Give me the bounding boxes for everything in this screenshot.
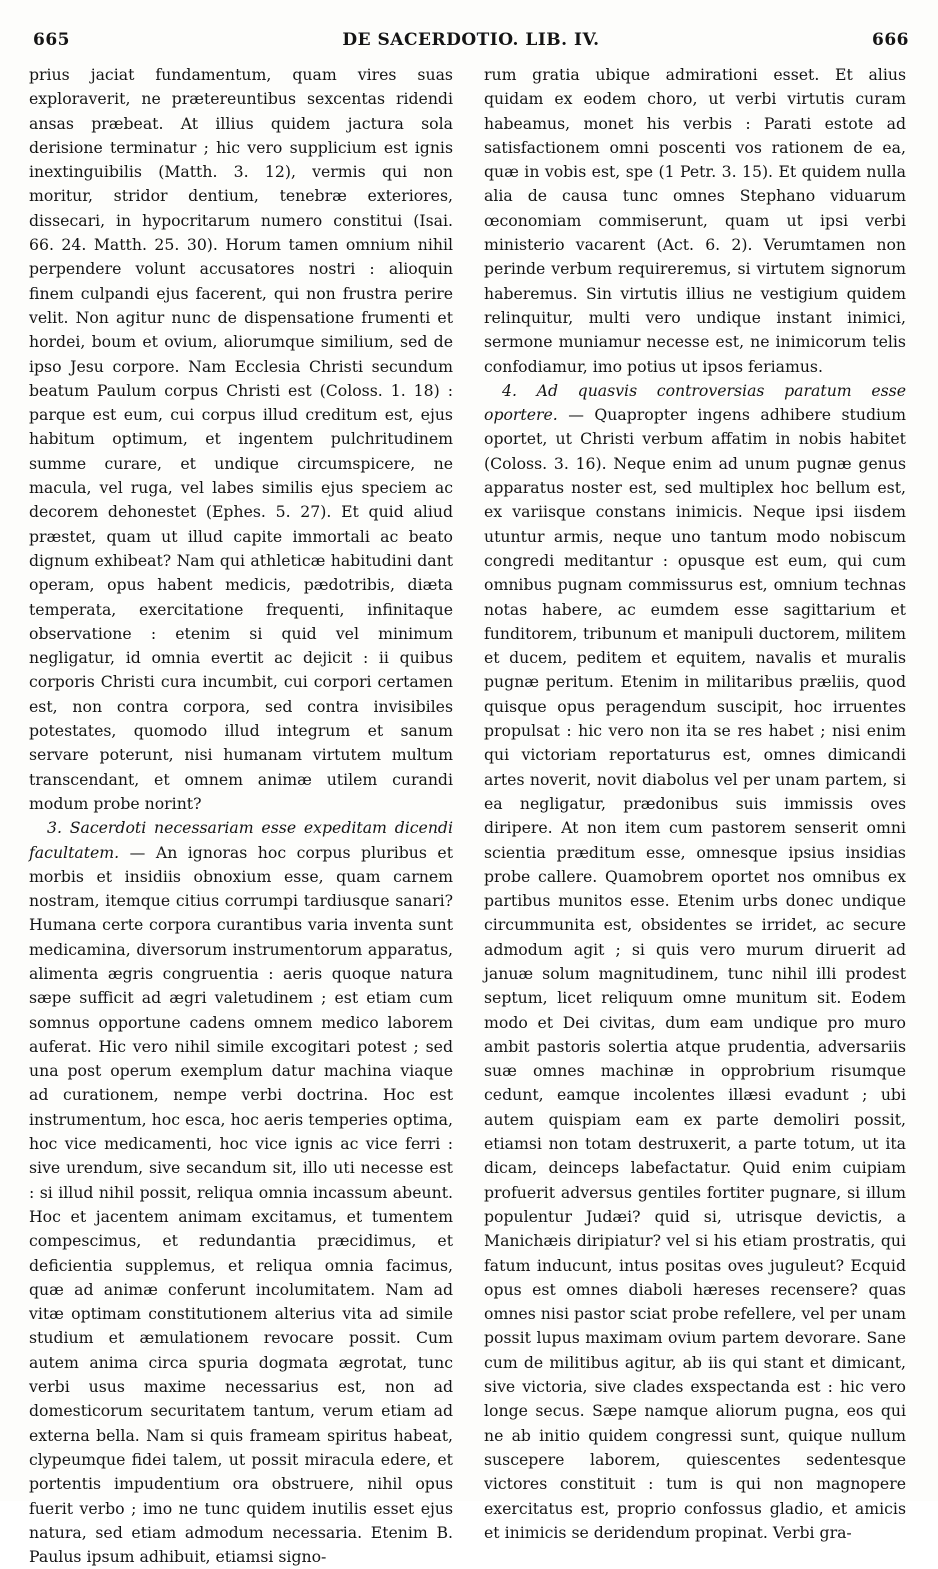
left-column [29, 63, 453, 1569]
running-title: DE SACERDOTIO. LIB. IV. [342, 30, 600, 50]
section-3-body: — An ignoras hoc corpus pluribus et morbis et insidiis obnoxium esse, quam carnem nostram, itemque citius corrumpi tardiusque sanari? Humana certe corpora curantibus varia inventa sunt medicamina, diversorum instrumentorum apparatus, alimenta ægris congruentia : aeris quoque natura sæpe sufficit ad ægri valetudinem ; est etiam cum somnus opportune cadens omnem medico laborem auferat. Hic vero nihil simile excogitari potest ; sed una post operum exemplum datur machina viaque ad curationem, nempe verbi doctrina. Hoc est instrumentum, hoc esca, hoc aeris temperies optima, hoc vice medicamenti, hoc vice ignis ac vice ferri : sive urendum, sive secandum sit, illo uti necesse est : si illud nihil possit, reliqua omnia incassum abeunt. Hoc et jacentem animam excitamus, et tumentem compescimus, et redundantia præcidimus, et deficientia supplemus, et reliqua omnia facimus, quæ ad animæ conferunt incolumitatem. Nam ad vitæ optimam constitutionem alterius vita ad simile studium et æmulationem revocare possit. Cum autem anima circa spuria dogmata ægrotat, tunc verbi usus maxime necessarius est, non ad domesticorum securitatem tantum, verum etiam ad externa bella. Nam si quis frameam spiritus habeat, clypeumque fidei talem, ut possit miracula edere, et portentis impudentium ora obstruere, nihil opus fuerit verbo ; imo ne tunc quidem inutilis esset ejus natura, sed etiam admodum necessaria. Etenim B. Paulus ipsum adhibuit, etiamsi signo- [29, 842, 453, 1567]
section-4-body: — Quapropter ingens adhibere studium oportet, ut Christi verbum affatim in nobis habitet (Coloss. 3. 16). Neque enim ad unum pugnæ genus apparatus noster est, sed multiplex hoc bellum est, ex variisque constans inimicis. Neque ipsi iisdem utuntur armis, neque uno tantum modo nobiscum congredi meditantur : opusque est eum, qui cum omnibus pugnam commissurus est, omnium technas notas habere, ac eumdem esse sagittarium et funditorem, tribunum et manipuli ductorem, militem et ducem, peditem et equitem, navalis et muralis pugnæ peritum. Etenim in militaribus præliis, quod quisque opus peragendum suscipit, hoc irruentes propulsat : hic vero non ita se res habet ; nisi enim qui victoriam reportaturus est, omnes dimicandi artes noverit, novit diabolus vel per unam partem, si ea negligatur, prædonibus suis immissis oves diripere. At non item cum pastorem senserit omni scientia præditum esse, omnesque ipsius insidias probe callere. Quamobrem oportet nos omnibus ex partibus munitos esse. Etenim urbs donec undique circummunita est, obsidentes se irridet, ac secure admodum agit ; si quis vero murum diruerit ad januæ solum magnitudinem, tunc nihil illi prodest septum, licet reliquum omne munitum sit. Eodem modo et Dei civitas, dum eam undique pro muro ambit pastoris solertia atque prudentia, adversariis suæ omnes machinæ in opprobrium risumque cedunt, eamque incolentes illæsi evadunt ; ubi autem quispiam eam ex parte demoliri possit, etiamsi non totam destruxerit, a parte totum, ut ita dicam, deinceps labefactatur. Quid enim cuipiam profuerit adversus gentiles fortiter pugnare, si illum populentur Judæi? quid si, utrisque devictis, a Manichæis diripiatur? vel si his etiam prostratis, qui fatum inducunt, intus positas oves juguleut? Ecquid opus est omnes diaboli hæreses recensere? quas omnes nisi pastor sciat probe refellere, vel per unam possit lupus maximam ovium partem devorare. Sane cum de militibus agitur, ab iis qui stant et dimicant, sive victoria, sive clades exspectanda est : hic vero longe secus. Sæpe namque aliorum pugna, eos qui ne ab initio quidem congressi sunt, quique nullum suscepere laborem, quiescentes sedentesque victores constituit : tum is qui non magnopere exercitatus est, proprio confossus gladio, et amicis et inimicis se deridendum propinat. Verbi gra- [484, 405, 906, 1542]
page-number-right: 666 [872, 30, 909, 50]
running-header [33, 30, 909, 58]
section-4-heading: 4. Ad quasvis controversias paratum esse oportere. [484, 380, 906, 425]
right-column [484, 63, 906, 1545]
section-3-heading: 3. Sacerdoti necessariam esse expeditam dicendi facultatem. [29, 818, 453, 862]
right-paragraph-1: rum gratia ubique admirationi esset. Et alius quidam ex eodem choro, ut verbi virtutis curam habeamus, monet his verbis : Parati estote ad satisfactionem omni poscenti vos rationem de ea, quæ in vobis est, spe (1 Petr. 3. 15). Et quidem nulla alia de causa tunc omnes Stephano viduarum œconomiam commiserunt, quam ut ipsi verbi ministerio vacarent (Act. 6. 2). Verumtamen non perinde verbum requireremus, si virtutem signorum haberemus. Sin virtutis illius ne vestigium quidem relinquitur, multi vero undique instant inimici, sermone muniamur necesse est, ne inimicorum telis confodiamur, imo potius ut ipsos feriamus. [484, 65, 906, 376]
left-paragraph-1: prius jaciat fundamentum, quam vires suas exploraverit, ne prætereuntibus sexcentas ridendi ansas præbeat. At illius quidem jactura sola derisione terminatur ; hic vero supplicium est ignis inextinguibilis (Matth. 3. 12), vermis qui non moritur, stridor dentium, tenebræ exteriores, dissecari, in hypocritarum numero constitui (Isai. 66. 24. Matth. 25. 30). Horum tamen omnium nihil perpendere volunt accusatores nostri : alioquin finem culpandi ejus facerent, qui non frustra perire velit. Non agitur nunc de dispensatione frumenti et hordei, boum et ovium, aliorumque similium, sed de ipso Jesu corpore. Nam Ecclesia Christi secundum beatum Paulum corpus Christi est (Coloss. 1. 18) : parque est eum, cui corpus illud creditum est, ejus habitum optimum, et ingentem pulchritudinem summe curare, et undique circumspicere, ne macula, vel ruga, vel labes similis ejus speciem ac decorem dehonestet (Ephes. 5. 27). Et quid aliud præstet, quam ut illud capite immortali ac beato dignum exhibeat? Nam qui athleticæ habitudini dant operam, opus habent medicis, pædotribis, diæta temperata, exercitatione frequenti, infinitaque observatione : etenim si quid vel minimum negligatur, id omnia evertit ac dejicit : ii quibus corporis Christi cura incumbit, cui corpori certamen est, non contra corpora, sed contra invisibiles potestates, quomodo illud integrum et sanum servare poterunt, nisi humanam virtutem multum transcendant, et omnem animæ utilem curandi modum probe norint? [29, 65, 453, 813]
page-number-left: 665 [33, 30, 70, 50]
section-4-paragraph [484, 379, 906, 1545]
section-3-paragraph [29, 816, 453, 1569]
